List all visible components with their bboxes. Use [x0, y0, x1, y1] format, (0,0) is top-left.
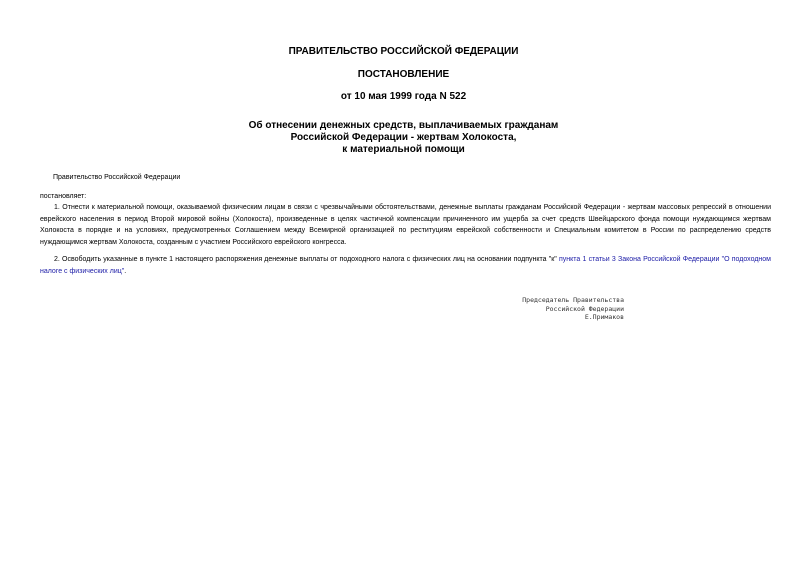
signature-block [522, 296, 624, 322]
law-reference-link[interactable]: пункта 1 статьи 3 Закона Российской Федерации "О подоходном налоге с физических лиц" [40, 256, 771, 275]
title-line-1: Об отнесении денежных средств, выплачиваемых гражданам [248, 120, 559, 131]
title-line-2: Российской Федерации - жертвам Холокоста, [290, 132, 517, 143]
document-type: ПОСТАНОВЛЕНИЕ [357, 69, 450, 80]
title-line-3: к материальной помощи [342, 144, 465, 155]
signature-name: Е.Примаков [584, 313, 624, 321]
paragraph-2 [40, 254, 771, 277]
paragraph-1: 1. Отнести к материальной помощи, оказываемой физическим лицам в связи с чрезвычайными обстоятельствами, денежные выплаты гражданам Российской Федерации - жертвам массовых репрессий в отношении еврейского населения в период Второй мировой войны (Холокоста), произведенные в целях частичной компенсации причиненного им ущерба за счет средств Швейцарского фонда помощи нуждающимся жертвам Холокоста в порядке и на условиях, предусмотренных Соглашением между Всемирной организацией по реституциям еврейской собственности и Специальным комитетом в России по распределению средств нуждающимся жертвам Холокоста, созданным с участием Российского еврейского конгресса. [40, 204, 771, 246]
issuer-text: Правительство Российской Федерации [53, 174, 181, 181]
document-date-number: от 10 мая 1999 года N 522 [340, 91, 467, 102]
signature-position: Председатель Правительства [522, 296, 624, 304]
government-heading: ПРАВИТЕЛЬСТВО РОССИЙСКОЙ ФЕДЕРАЦИИ [288, 46, 519, 57]
paragraph-2-text: 2. Освободить указанные в пункте 1 настоящего распоряжения денежные выплаты от подоходного налога с физических лиц на основании подпункта "к" [54, 256, 559, 263]
resolves-text: постановляет: [40, 193, 87, 200]
signature-country: Российской Федерации [545, 304, 624, 313]
document-title [0, 120, 807, 156]
paragraph-2-end: . [124, 267, 127, 275]
